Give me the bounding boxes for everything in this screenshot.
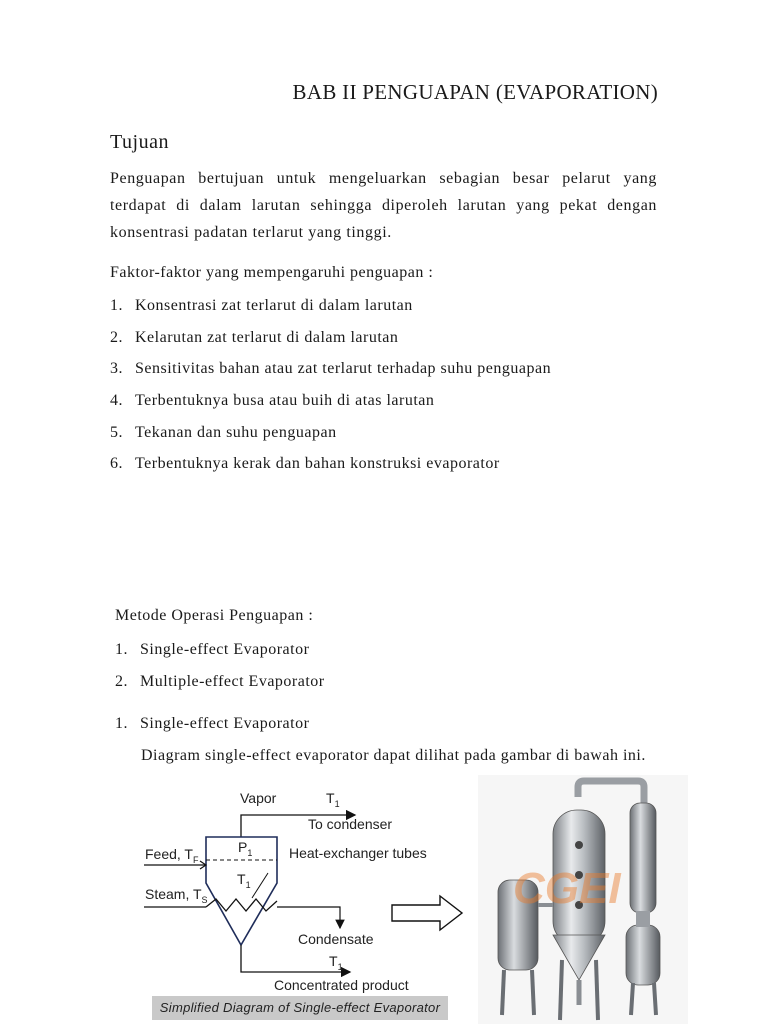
p1-label: $P_1$ xyxy=(238,839,253,858)
concentrated-product-label: Concentrated product xyxy=(274,977,409,993)
methods-heading: Metode Operasi Penguapan : xyxy=(115,607,314,624)
evaporator-diagram xyxy=(140,785,470,1024)
to-condenser-label: To condenser xyxy=(308,816,393,832)
chapter-title: BAB II PENGUAPAN (EVAPORATION) xyxy=(292,80,658,104)
diagram-caption: Simplified Diagram of Single-effect Evaporator xyxy=(159,1000,441,1015)
t1-mid-label: $T_1$ xyxy=(237,871,251,890)
methods-list xyxy=(115,634,325,697)
list-item: 4. Terbentuknya busa atau buih di atas larutan xyxy=(110,392,435,410)
condensate-label: Condensate xyxy=(298,931,374,947)
t1-bottom-label: $T_1$ xyxy=(329,953,343,972)
list-item: 3. Sensitivitas bahan atau zat terlarut terhadap suhu penguapan xyxy=(110,360,552,378)
evaporator-photo xyxy=(478,775,688,1024)
factors-list xyxy=(110,290,551,480)
condensate-line xyxy=(277,907,340,928)
steam-label: Steam, $T_S$ xyxy=(145,886,208,905)
heat-exchanger-label: Heat-exchanger tubes xyxy=(289,845,427,861)
cgei-watermark: CGEI xyxy=(513,864,621,913)
vapor-label: Vapor xyxy=(240,790,277,806)
single-effect-description: Diagram single-effect evaporator dapat dilihat pada gambar di bawah ini. xyxy=(141,747,646,764)
list-item: 1. Single-effect Evaporator xyxy=(115,641,310,658)
t1-top-label: $T_1$ xyxy=(326,790,340,809)
list-item: 2. Multiple-effect Evaporator xyxy=(115,672,325,690)
single-effect-heading: 1. Single-effect Evaporator xyxy=(115,715,310,732)
list-item: 6. Terbentuknya kerak dan bahan konstruksi evaporator xyxy=(110,455,500,473)
list-item: 1. Konsentrasi zat terlarut di dalam larutan xyxy=(110,297,413,314)
section-heading: Tujuan xyxy=(110,131,169,153)
feed-label: Feed, $T_F$ xyxy=(145,846,199,865)
factors-heading: Faktor-faktor yang mempengaruhi penguapan : xyxy=(110,264,434,281)
intro-paragraph: Penguapan bertujuan untuk mengeluarkan sebagian besar pelarut yang terdapat di dalam larutan sehingga diperoleh larutan yang pekat dengan konsentrasi padatan terlarut yang tinggi. xyxy=(110,170,657,241)
list-item: 5. Tekanan dan suhu penguapan xyxy=(110,423,337,441)
block-arrow-icon xyxy=(392,896,462,930)
list-item: 2. Kelarutan zat terlarut di dalam larutan xyxy=(110,328,399,346)
